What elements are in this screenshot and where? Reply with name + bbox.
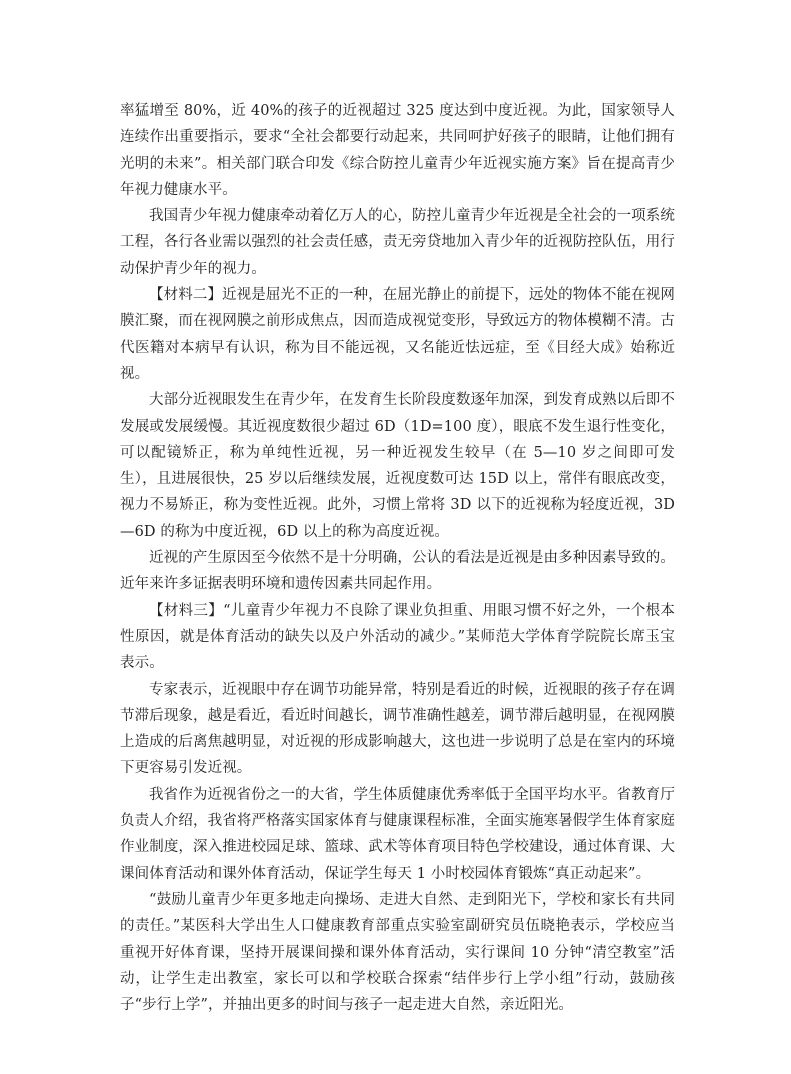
paragraph-8: 我省作为近视省份之一的大省，学生体质健康优秀率低于全国平均水平。省教育厅负责人介绍，我省将严格落实国家体育与健康课程标准，全面实施寒暑假学生体育家庭作业制度，深入推进校园足球、篮球、武术等体育项目特色学校建设，通过体育课、大课间体育活动和课外体育活动，保证学生每天 1 小时校园体育锻炼“真正动起来”。 bbox=[120, 786, 675, 882]
paragraph-5: 近视的产生原因至今依然不是十分明确，公认的看法是近视是由多种因素导致的。近年来许多证据表明环境和遗传因素共同起作用。 bbox=[120, 550, 675, 593]
paragraph-4: 大部分近视眼发生在青少年，在发育生长阶段度数逐年加深，到发育成熟以后即不发展或发展缓慢。其近视度数很少超过 6D（1D=100 度），眼底不发生退行性变化，可以配镜矫正，称为单纯性近视，另一种近视发生较早（在 5—10 岁之间即可发生），且进展很快，25 岁以后继续发展，近视度数可达 15D 以上，常伴有眼底改变，视力不易矫正，称为变性近视。此外，习惯上常将 3D 以下的近视称为轻度近视，3D—6D 的称为中度近视，6D 以上的称为高度近视。 bbox=[120, 392, 675, 540]
paragraph-7: 专家表示，近视眼中存在调节功能异常，特别是看近的时候，近视眼的孩子存在调节滞后现象，越是看近，看近时间越长，调节准确性越差，调节滞后越明显，在视网膜上造成的后离焦越明显，对近视的形成影响越大，这也进一步说明了总是在室内的环境下更容易引发近视。 bbox=[120, 681, 675, 777]
document-body bbox=[120, 98, 675, 1018]
paragraph-2: 我国青少年视力健康牵动着亿万人的心，防控儿童青少年近视是全社会的一项系统工程，各行各业需以强烈的社会责任感，责无旁贷地加入青少年的近视防控队伍，用行动保护青少年的视力。 bbox=[120, 208, 675, 277]
paragraph-1: 率猛增至 80%，近 40%的孩子的近视超过 325 度达到中度近视。为此，国家领导人连续作出重要指示，要求“全社会都要行动起来，共同呵护好孩子的眼睛，让他们拥有光明的未来”。相关部门联合印发《综合防控儿童青少年近视实施方案》旨在提高青少年视力健康水平。 bbox=[120, 103, 675, 198]
paragraph-6-material-three: 【材料三】“儿童青少年视力不良除了课业负担重、用眼习惯不好之外，一个根本性原因，就是体育活动的缺失以及户外活动的减少。”某师范大学体育学院院长席玉宝表示。 bbox=[120, 602, 675, 672]
paragraph-9: “鼓励儿童青少年更多地走向操场、走进大自然、走到阳光下，学校和家长有共同的责任。”某医科大学出生人口健康教育部重点实验室副研究员伍晓艳表示，学校应当重视开好体育课，坚持开展课间操和课外体育活动，实行课间 10 分钟“清空教室”活动，让学生走出教室，家长可以和学校联合探索“结伴步行上学小组”行动，鼓励孩子“步行上学”，并抽出更多的时间与孩子一起走进大自然，亲近阳光。 bbox=[120, 891, 675, 1014]
paragraph-3-material-two: 【材料二】近视是屈光不正的一种，在屈光静止的前提下，远处的物体不能在视网膜汇聚，而在视网膜之前形成焦点，因而造成视觉变形，导致远方的物体模糊不清。古代医籍对本病早有认识，称为目不能远视，又名能近怯远症，至《目经大成》始称近视。 bbox=[120, 287, 675, 382]
